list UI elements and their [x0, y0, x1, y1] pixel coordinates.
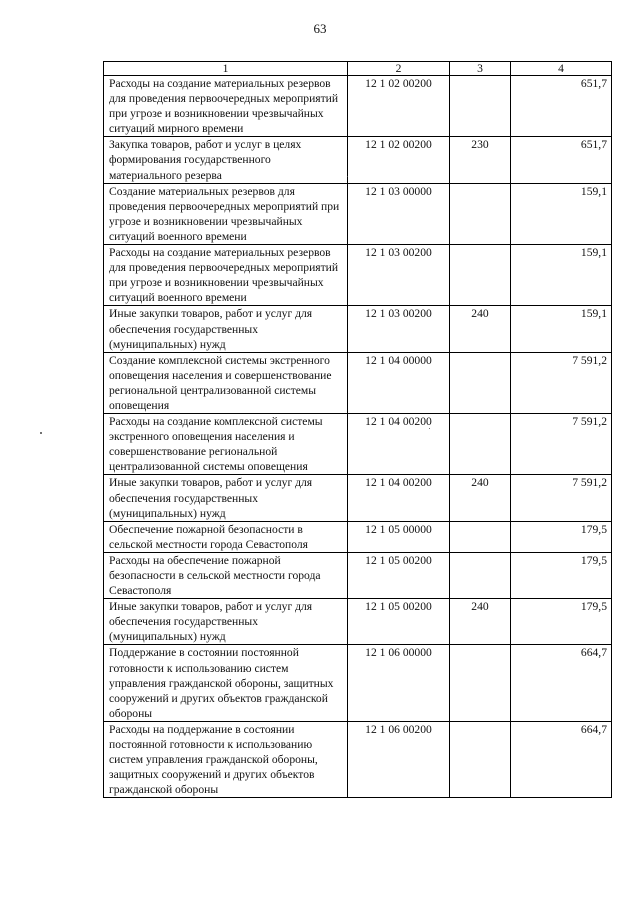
row-code: 12 1 04 00000 — [348, 352, 450, 413]
row-amount: 664,7 — [511, 645, 612, 721]
row-amount: 159,1 — [511, 245, 612, 306]
row-name: Расходы на обеспечение пожарной безопасности в сельской местности города Севастополя — [104, 552, 348, 598]
row-amount: 651,7 — [511, 137, 612, 183]
row-code: 12 1 06 00000 — [348, 645, 450, 721]
row-expense-type: 240 — [450, 306, 511, 352]
row-amount: 7 591,2 — [511, 352, 612, 413]
row-expense-type: 230 — [450, 137, 511, 183]
table-body — [104, 76, 612, 798]
row-name: Поддержание в состоянии постоянной готовности к использованию систем управления гражданской обороны, защитных сооружений и других объектов гражданской обороны — [104, 645, 348, 721]
row-amount: 179,5 — [511, 599, 612, 645]
scan-speck — [429, 428, 430, 429]
table-row — [104, 245, 612, 306]
row-expense-type — [450, 414, 511, 475]
row-expense-type — [450, 76, 511, 137]
row-code: 12 1 05 00200 — [348, 599, 450, 645]
table-row — [104, 521, 612, 552]
table-row — [104, 414, 612, 475]
row-name: Иные закупки товаров, работ и услуг для обеспечения государственных (муниципальных) нужд — [104, 599, 348, 645]
table-row — [104, 552, 612, 598]
table-row — [104, 352, 612, 413]
row-name: Расходы на поддержание в состоянии постоянной готовности к использованию систем управления гражданской обороны, защитных сооружений и других объектов гражданской обороны — [104, 721, 348, 797]
row-name: Создание комплексной системы экстренного оповещения населения и совершенствование региональной централизованной системы оповещения — [104, 352, 348, 413]
row-code: 12 1 03 00200 — [348, 306, 450, 352]
table-row — [104, 137, 612, 183]
row-amount: 179,5 — [511, 521, 612, 552]
row-amount: 664,7 — [511, 721, 612, 797]
row-expense-type — [450, 245, 511, 306]
row-expense-type — [450, 352, 511, 413]
row-name: Создание материальных резервов для проведения первоочередных мероприятий при угрозе и возникновении чрезвычайных ситуаций военного времени — [104, 183, 348, 244]
row-code: 12 1 06 00200 — [348, 721, 450, 797]
row-code: 12 1 04 00200 — [348, 475, 450, 521]
header-cell-2: 2 — [348, 62, 450, 76]
row-amount: 179,5 — [511, 552, 612, 598]
row-code: 12 1 04 00200 — [348, 414, 450, 475]
scan-speck — [40, 432, 42, 434]
budget-table — [103, 61, 612, 798]
table-header-row — [104, 62, 612, 76]
row-amount: 651,7 — [511, 76, 612, 137]
table-row — [104, 721, 612, 797]
row-name: Иные закупки товаров, работ и услуг для обеспечения государственных (муниципальных) нужд — [104, 306, 348, 352]
page-number: 63 — [313, 21, 327, 36]
table-row — [104, 306, 612, 352]
row-amount: 159,1 — [511, 306, 612, 352]
table-row — [104, 76, 612, 137]
table-row — [104, 183, 612, 244]
row-name: Расходы на создание комплексной системы экстренного оповещения населения и совершенствование региональной централизованной системы оповещения — [104, 414, 348, 475]
row-name: Закупка товаров, работ и услуг в целях формирования государственного материального резерва — [104, 137, 348, 183]
row-expense-type — [450, 645, 511, 721]
row-code: 12 1 05 00000 — [348, 521, 450, 552]
row-expense-type — [450, 721, 511, 797]
header-cell-4: 4 — [511, 62, 612, 76]
row-amount: 7 591,2 — [511, 414, 612, 475]
row-code: 12 1 02 00200 — [348, 76, 450, 137]
row-amount: 7 591,2 — [511, 475, 612, 521]
row-code: 12 1 05 00200 — [348, 552, 450, 598]
row-name: Расходы на создание материальных резервов для проведения первоочередных мероприятий при угрозе и возникновении чрезвычайных ситуаций мирного времени — [104, 76, 348, 137]
table-row — [104, 599, 612, 645]
table-row — [104, 475, 612, 521]
row-expense-type: 240 — [450, 475, 511, 521]
row-expense-type — [450, 552, 511, 598]
scan-speck — [347, 176, 348, 177]
row-code: 12 1 02 00200 — [348, 137, 450, 183]
table-row — [104, 645, 612, 721]
row-name: Обеспечение пожарной безопасности в сельской местности города Севастополя — [104, 521, 348, 552]
row-name: Расходы на создание материальных резервов для проведения первоочередных мероприятий при угрозе и возникновении чрезвычайных ситуаций военного времени — [104, 245, 348, 306]
header-cell-3: 3 — [450, 62, 511, 76]
row-expense-type: 240 — [450, 599, 511, 645]
row-name: Иные закупки товаров, работ и услуг для обеспечения государственных (муниципальных) нужд — [104, 475, 348, 521]
row-expense-type — [450, 183, 511, 244]
row-code: 12 1 03 00200 — [348, 245, 450, 306]
row-amount: 159,1 — [511, 183, 612, 244]
row-expense-type — [450, 521, 511, 552]
row-code: 12 1 03 00000 — [348, 183, 450, 244]
header-cell-1: 1 — [104, 62, 348, 76]
